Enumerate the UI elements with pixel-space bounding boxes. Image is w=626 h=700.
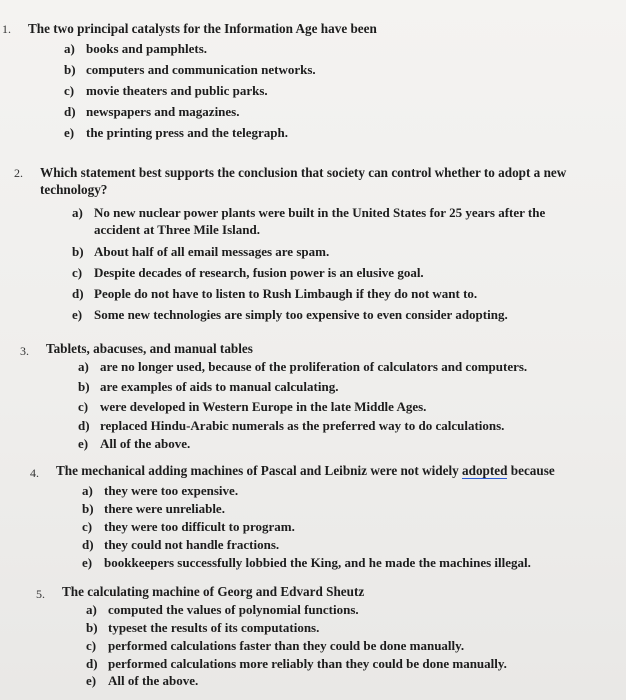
option-letter: d) [82, 537, 94, 552]
option-text: performed calculations more reliably than they could be done manually. [108, 656, 507, 671]
option-letter: d) [64, 104, 76, 119]
option-text: there were unreliable. [104, 501, 225, 516]
option-b [78, 378, 338, 395]
option-letter: d) [72, 286, 84, 301]
option-text: were developed in Western Europe in the late Middle Ages. [100, 399, 427, 414]
option-letter: c) [86, 638, 97, 653]
option-letter: b) [82, 501, 94, 516]
option-text: they could not handle fractions. [104, 537, 280, 552]
option-c [82, 518, 295, 535]
option-b [72, 243, 329, 260]
option-a [72, 204, 612, 238]
question-number: 1. [2, 22, 11, 36]
question-number: 4. [30, 466, 39, 480]
option-text: All of the above. [100, 436, 191, 451]
option-letter: e) [82, 555, 93, 570]
option-d [78, 417, 504, 434]
stem-emphasis: can [368, 165, 389, 180]
option-letter: d) [86, 656, 98, 671]
option-e [72, 306, 508, 323]
option-text: computed the values of polynomial functions. [108, 602, 359, 617]
option-text: Despite decades of research, fusion power is an elusive goal. [94, 265, 424, 280]
stem-text: Which statement best supports the conclusion that society [40, 165, 365, 180]
option-text: Some new technologies are simply too expensive to even consider adopting. [94, 307, 508, 322]
option-text: No new nuclear power plants were built in the United States for 25 years after the [94, 205, 546, 220]
option-letter: d) [78, 418, 90, 433]
option-text: replaced Hindu-Arabic numerals as the preferred way to do calculations. [100, 418, 505, 433]
option-letter: e) [86, 673, 97, 688]
option-text: books and pamphlets. [86, 41, 208, 56]
question-stem [40, 164, 618, 198]
option-letter: e) [78, 436, 89, 451]
option-letter: b) [72, 244, 84, 259]
option-text: People do not have to listen to Rush Limbaugh if they do not want to. [94, 286, 478, 301]
option-letter: e) [72, 307, 83, 322]
option-e [78, 435, 190, 452]
option-text: All of the above. [108, 673, 199, 688]
option-text: are no longer used, because of the proliferation of calculators and computers. [100, 359, 528, 374]
option-letter: a) [64, 41, 75, 56]
option-text: computers and communication networks. [86, 62, 316, 77]
option-a [64, 40, 207, 57]
option-letter: e) [64, 125, 75, 140]
option-letter: b) [86, 620, 98, 635]
option-c [64, 82, 268, 99]
option-text: are examples of aids to manual calculating. [100, 379, 339, 394]
option-text: performed calculations faster than they could be done manually. [108, 638, 465, 653]
option-text: they were too expensive. [104, 483, 239, 498]
option-b [64, 61, 316, 78]
stem-text: because [510, 463, 555, 478]
option-text: newspapers and magazines. [86, 104, 240, 119]
option-d [82, 536, 279, 553]
option-letter: a) [86, 602, 97, 617]
option-c [86, 637, 464, 654]
option-text: bookkeepers successfully lobbied the King, and he made the machines illegal. [104, 555, 531, 570]
option-c [72, 264, 424, 281]
option-a [78, 358, 527, 375]
option-letter: b) [78, 379, 90, 394]
option-text: About half of all email messages are spam. [94, 244, 330, 259]
stem-text: control whether to adopt a new technology? [40, 165, 567, 197]
option-a [82, 482, 238, 499]
option-e [64, 124, 288, 141]
option-letter: b) [64, 62, 76, 77]
option-d [72, 285, 477, 302]
option-letter: a) [82, 483, 93, 498]
option-letter: c) [78, 399, 89, 414]
question-stem: Tablets, abacuses, and manual tables [46, 341, 253, 356]
option-letter: a) [78, 359, 89, 374]
option-text: the printing press and the telegraph. [86, 125, 288, 140]
option-letter: c) [72, 265, 83, 280]
option-c [78, 398, 426, 415]
option-e [86, 672, 198, 689]
question-stem [56, 462, 555, 479]
question-number: 3. [20, 344, 29, 358]
option-letter: c) [64, 83, 75, 98]
question-stem: The two principal catalysts for the Information Age have been [28, 21, 377, 36]
stem-text: The mechanical adding machines of Pascal and Leibniz were not widely [56, 463, 459, 478]
option-e [82, 554, 531, 571]
option-text: typeset the results of its computations. [108, 620, 320, 635]
option-letter: a) [72, 205, 83, 220]
option-text: movie theaters and public parks. [86, 83, 268, 98]
option-a [86, 601, 359, 618]
question-number: 5. [36, 587, 45, 601]
option-text-continued: accident at Three Mile Island. [94, 222, 260, 237]
option-d [86, 655, 507, 672]
question-number: 2. [14, 166, 23, 180]
option-letter: c) [82, 519, 93, 534]
option-text: they were too difficult to program. [104, 519, 295, 534]
question-stem: The calculating machine of Georg and Edvard Sheutz [62, 584, 365, 599]
option-d [64, 103, 240, 120]
option-b [86, 619, 319, 636]
highlighted-word: adopted [462, 463, 508, 478]
option-b [82, 500, 225, 517]
